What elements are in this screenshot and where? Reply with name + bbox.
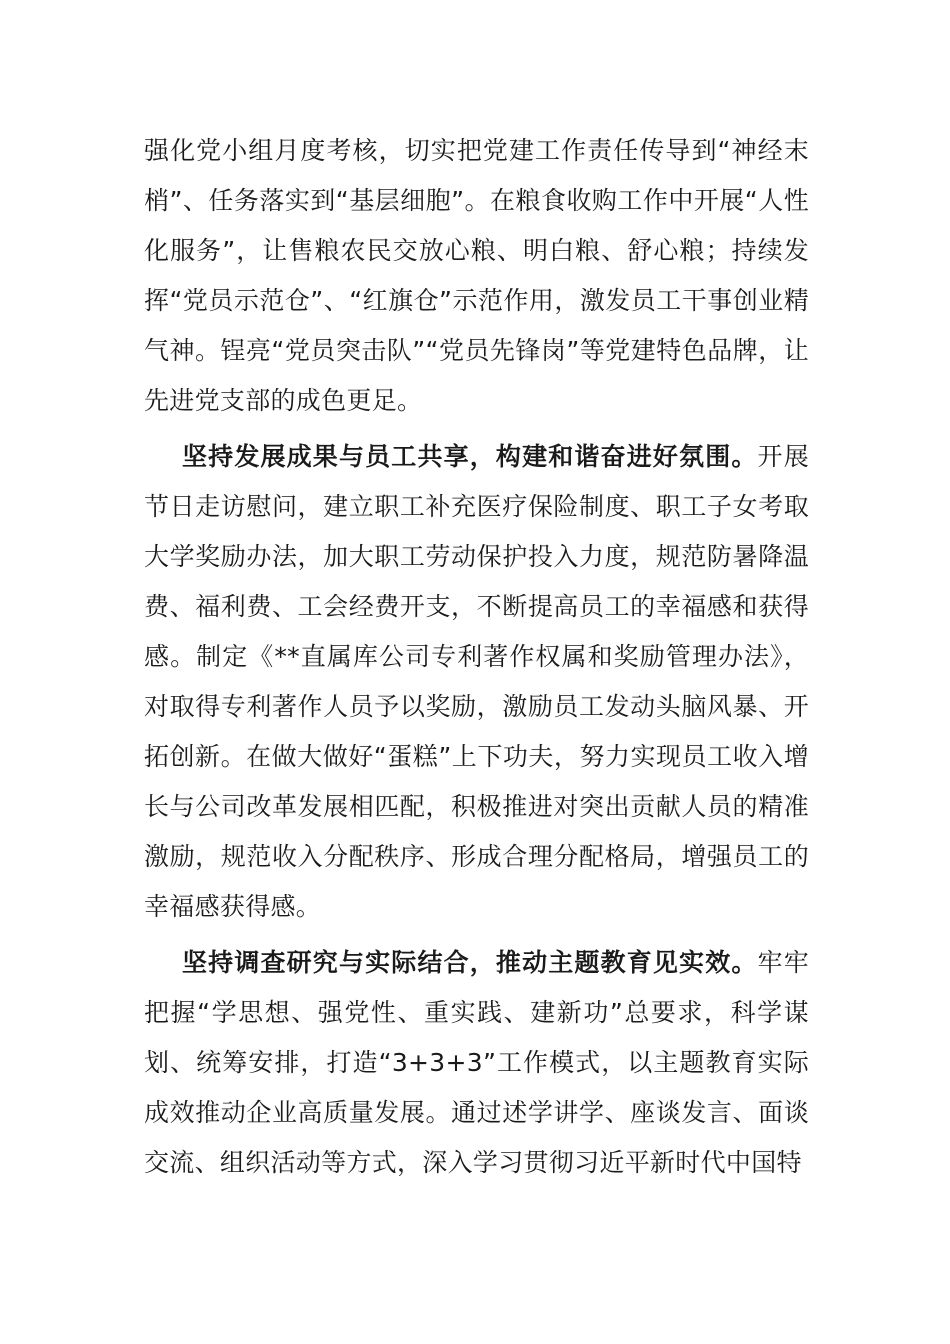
paragraph-2 [144, 432, 809, 932]
paragraph-3-heading: 坚持调查研究与实际结合，推动主题教育见实效。 [182, 948, 758, 977]
paragraph-1 [144, 126, 809, 426]
paragraph-2-text: 开展节日走访慰问，建立职工补充医疗保险制度、职工子女考取大学奖励办法，加大职工劳动保护投入力度，规范防暑降温费、福利费、工会经费开支，不断提高员工的幸福感和获得感。制定《**直属库公司专利著作权属和奖励管理办法》，对取得专利著作人员予以奖励，激励员工发动头脑风暴、开拓创新。在做大做好“蛋糕”上下功夫，努力实现员工收入增长与公司改革发展相匹配，积极推进对突出贡献人员的精准激励，规范收入分配秩序、形成合理分配格局，增强员工的幸福感获得感。 [144, 442, 809, 921]
paragraph-1-text: 强化党小组月度考核，切实把党建工作责任传导到“神经末梢”、任务落实到“基层细胞”。在粮食收购工作中开展“人性化服务”，让售粮农民交放心粮、明白粮、舒心粮；持续发挥“党员示范仓”、“红旗仓”示范作用，激发员工干事创业精气神。锃亮“党员突击队”“党员先锋岗”等党建特色品牌，让先进党支部的成色更足。 [144, 136, 809, 415]
paragraph-3-text: 牢牢把握“学思想、强党性、重实践、建新功”总要求，科学谋划、统筹安排，打造“3+3+3”工作模式，以主题教育实际成效推动企业高质量发展。通过述学讲学、座谈发言、面谈交流、组织活动等方式，深入学习贯彻习近平新时代中国特 [144, 948, 809, 1177]
document-page [144, 126, 809, 1194]
paragraph-2-heading: 坚持发展成果与员工共享，构建和谐奋进好氛围。 [182, 442, 758, 471]
paragraph-3 [144, 938, 809, 1188]
